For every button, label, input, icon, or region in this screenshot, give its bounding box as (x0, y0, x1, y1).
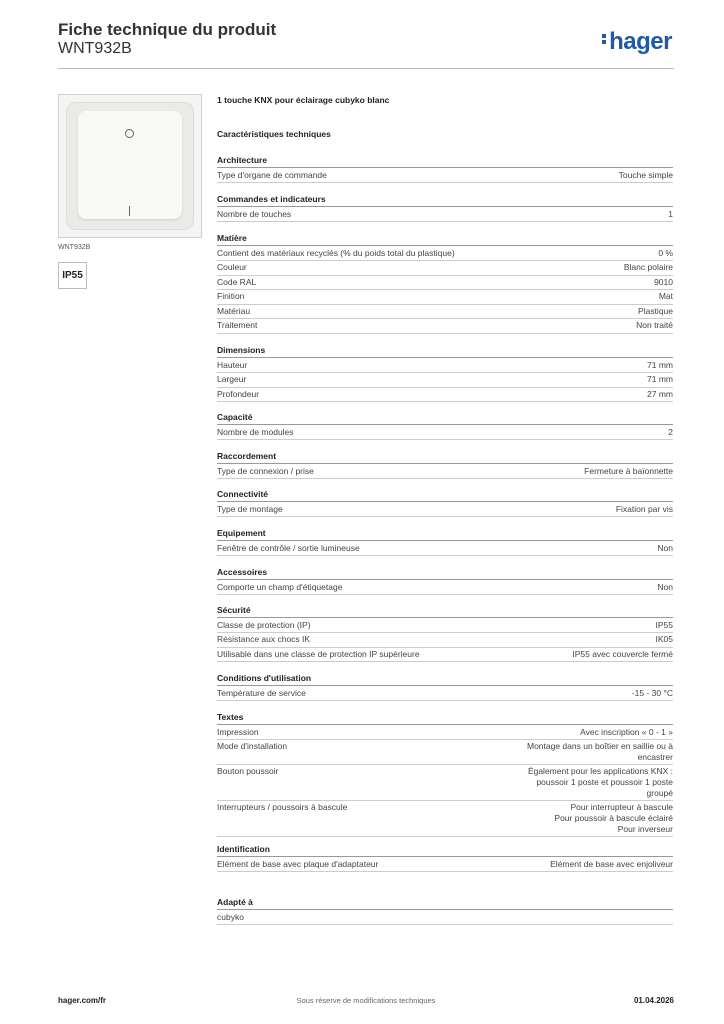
section-title: Textes (217, 712, 673, 725)
spec-row (217, 247, 673, 262)
spec-value-line: encastrer (637, 752, 673, 762)
spec-label: Impression (217, 726, 259, 737)
spec-row (217, 687, 673, 702)
footer-website: hager.com/fr (58, 996, 107, 1005)
spec-value-line: 0 % (658, 247, 673, 258)
document-title: Fiche technique du produit (58, 20, 277, 39)
spec-row (217, 261, 673, 276)
footer-disclaimer: Sous réserve de modifications techniques (296, 996, 436, 1005)
spec-row (217, 359, 673, 374)
spec-row (217, 542, 673, 557)
spec-row (217, 581, 673, 596)
spec-label: Bouton poussoir (217, 766, 279, 776)
spec-row (217, 305, 673, 320)
section-title: Architecture (217, 155, 673, 168)
spec-value-line: Avec inscription « 0 - 1 » (580, 726, 673, 737)
spec-value (656, 620, 674, 631)
spec-label: Traitement (217, 320, 258, 330)
section-title: Matière (217, 233, 673, 246)
spec-value (624, 262, 673, 273)
spec-value-line: Mat (658, 291, 673, 301)
spec-label: Interrupteurs / poussoirs à bascule (217, 802, 348, 812)
spec-value (572, 649, 673, 660)
spec-value-line: poussoir 1 poste et poussoir 1 poste (536, 777, 673, 787)
spec-value-line: Montage dans un boîtier en saillie ou à (526, 741, 673, 751)
spec-row (217, 633, 673, 648)
spec-value (658, 248, 673, 259)
spec-value (657, 582, 673, 593)
spec-label: Profondeur (217, 388, 260, 399)
spec-value-line: 71 mm (647, 374, 673, 384)
spec-value-line: Plastique (638, 305, 673, 316)
spec-value-line: Fermeture à baïonnette (584, 465, 673, 476)
spec-value-line: 71 mm (647, 359, 673, 370)
spec-label: Nombre de touches (217, 208, 292, 219)
spec-value-line: IP55 (655, 619, 673, 630)
spec-row (217, 503, 673, 518)
spec-value (527, 741, 673, 763)
section-title: Raccordement (217, 451, 673, 464)
spec-row (217, 169, 673, 184)
spec-row (217, 319, 673, 334)
spec-value (654, 277, 673, 288)
spec-label: Code RAL (217, 276, 257, 287)
page-header (58, 20, 674, 70)
spec-label: cubyko (217, 911, 244, 922)
section-title: Dimensions (217, 345, 673, 358)
spec-value (668, 427, 673, 438)
spec-row (217, 726, 673, 741)
logo-colon-icon (602, 32, 608, 46)
switch-key (78, 111, 182, 219)
spec-row (217, 426, 673, 441)
spec-label: Type de montage (217, 503, 283, 514)
spec-value-line: Non (657, 542, 673, 553)
spec-value-line: Non (657, 581, 673, 592)
spec-row (217, 765, 673, 801)
spec-value-line: Fixation par vis (615, 503, 673, 514)
spec-value-line: Non traité (636, 320, 673, 330)
spec-label: Couleur (217, 262, 247, 272)
spec-row (217, 619, 673, 634)
spec-row (217, 373, 673, 388)
section-title: Equipement (217, 528, 673, 541)
spec-value (636, 320, 673, 331)
spec-label: Type d'organe de commande (217, 169, 327, 180)
spec-value-line: groupé (646, 788, 673, 798)
footer-date: 01.04.2026 (633, 996, 674, 1005)
spec-row (217, 388, 673, 403)
header-divider (58, 68, 674, 69)
spec-value-line: Elément de base avec enjoliveur (550, 858, 673, 869)
spec-row (217, 276, 673, 291)
spec-value-line: Pour poussoir à bascule éclairé (554, 813, 673, 823)
spec-row (217, 858, 673, 873)
spec-value (657, 543, 673, 554)
section-title: Connectivité (217, 489, 673, 502)
spec-value (638, 306, 673, 317)
spec-value (550, 859, 673, 870)
spec-label: Utilisable dans une classe de protection IP supérieure (217, 648, 420, 659)
spec-value-line: IP55 avec couvercle fermé (572, 648, 673, 659)
section-title: Capacité (217, 412, 673, 425)
spec-label: Type de connexion / prise (217, 465, 314, 476)
spec-label: Résistance aux chocs IK (217, 634, 311, 644)
spec-value (580, 727, 673, 738)
spec-value (616, 504, 673, 515)
section-title: Commandes et indicateurs (217, 194, 673, 207)
spec-label: Comporte un champ d'étiquetage (217, 581, 343, 592)
spec-value (584, 466, 673, 477)
spec-label: Contient des matériaux recyclés (% du poids total du plastique) (217, 247, 455, 258)
product-reference: WNT932B (58, 40, 132, 57)
section-title: Conditions d'utilisation (217, 673, 673, 686)
spec-value-line: -15 - 30 °C (631, 687, 673, 698)
spec-value (647, 374, 673, 385)
spec-value (528, 766, 673, 799)
section-title: Identification (217, 844, 673, 857)
spec-value (632, 688, 673, 699)
section-title: Sécurité (217, 605, 673, 618)
spec-label: Température de service (217, 687, 306, 698)
off-symbol-icon (125, 129, 134, 138)
spec-value (619, 170, 673, 181)
ip-rating-badge: IP55 (58, 262, 87, 289)
logo-text: hager (609, 28, 672, 55)
spec-value (668, 209, 673, 220)
spec-label: Mode d'installation (217, 741, 288, 751)
spec-row (217, 911, 673, 926)
on-symbol-icon (129, 206, 130, 216)
spec-row (217, 208, 673, 223)
spec-value (659, 291, 673, 302)
spec-value (656, 634, 674, 645)
spec-value-line: Touche simple (618, 169, 673, 180)
spec-label: Finition (217, 291, 245, 301)
hager-logo (602, 28, 672, 56)
spec-label: Largeur (217, 374, 247, 384)
spec-label: Elément de base avec plaque d'adaptateur (217, 858, 379, 869)
spec-value-line: Pour interrupteur à bascule (570, 802, 673, 812)
spec-value-line: IK05 (655, 634, 673, 644)
spec-value-line: Également pour les applications KNX : (527, 766, 673, 776)
tech-specs-heading: Caractéristiques techniques (217, 129, 331, 139)
spec-row (217, 740, 673, 765)
spec-label: Hauteur (217, 359, 248, 370)
spec-value-line: 1 (668, 208, 673, 219)
spec-value-line: Pour inverseur (617, 824, 673, 834)
product-description: 1 touche KNX pour éclairage cubyko blanc (217, 95, 390, 105)
section-title: Adapté à (217, 897, 673, 910)
switch-plate-icon (66, 102, 194, 230)
spec-value-line: Blanc polaire (623, 262, 673, 272)
spec-value-line: 9010 (654, 276, 673, 287)
product-image (58, 94, 202, 238)
spec-value (647, 360, 673, 371)
image-caption: WNT932B (58, 244, 91, 251)
spec-row (217, 648, 673, 663)
spec-label: Classe de protection (IP) (217, 619, 311, 630)
spec-row (217, 465, 673, 480)
spec-value-line: 2 (668, 426, 673, 437)
spec-label: Matériau (217, 305, 251, 316)
spec-label: Nombre de modules (217, 426, 294, 437)
spec-value-line: 27 mm (647, 388, 673, 399)
spec-label: Fenêtre de contrôle / sortie lumineuse (217, 542, 360, 553)
spec-value (647, 389, 673, 400)
spec-value (554, 802, 673, 835)
spec-row (217, 290, 673, 305)
spec-row (217, 801, 673, 837)
section-title: Accessoires (217, 567, 673, 580)
